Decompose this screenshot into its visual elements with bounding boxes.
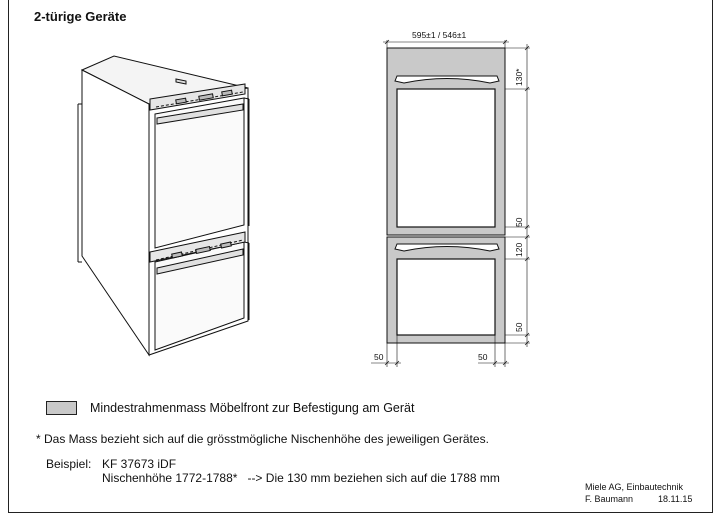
credit-date: 18.11.15: [658, 494, 693, 504]
dim-gap-lower: 50: [514, 322, 524, 332]
footnote: * Das Mass bezieht sich auf die grösstmögliche Nischenhöhe des jeweiligen Gerätes.: [36, 432, 489, 446]
dim-left-bottom: 50: [374, 352, 384, 362]
legend-label: Mindestrahmenmass Möbelfront zur Befestigung am Gerät: [90, 401, 415, 415]
example-label: Beispiel:: [46, 457, 92, 471]
legend: [46, 401, 414, 415]
legend-swatch: [46, 401, 77, 415]
credit-company: Miele AG, Einbautechnik: [585, 482, 684, 492]
dim-right-bottom: 50: [478, 352, 488, 362]
dim-gap-upper: 50: [514, 217, 524, 227]
credit-author-date: [585, 494, 692, 504]
page-title: 2-türige Geräte: [34, 9, 127, 24]
front-view-dimension-drawing: [387, 48, 505, 343]
example-model: KF 37673 iDF: [102, 457, 177, 471]
example-note: Nischenhöhe 1772-1788* --> Die 130 mm beziehen sich auf die 1788 mm: [102, 471, 500, 485]
dim-top-offset: 130*: [514, 68, 524, 86]
dim-gap-middle: 120: [514, 242, 524, 257]
appliance-isometric-view: [78, 56, 249, 355]
credit-author: F. Baumann: [585, 494, 634, 504]
dim-width-top: 595±1 / 546±1: [412, 30, 467, 40]
